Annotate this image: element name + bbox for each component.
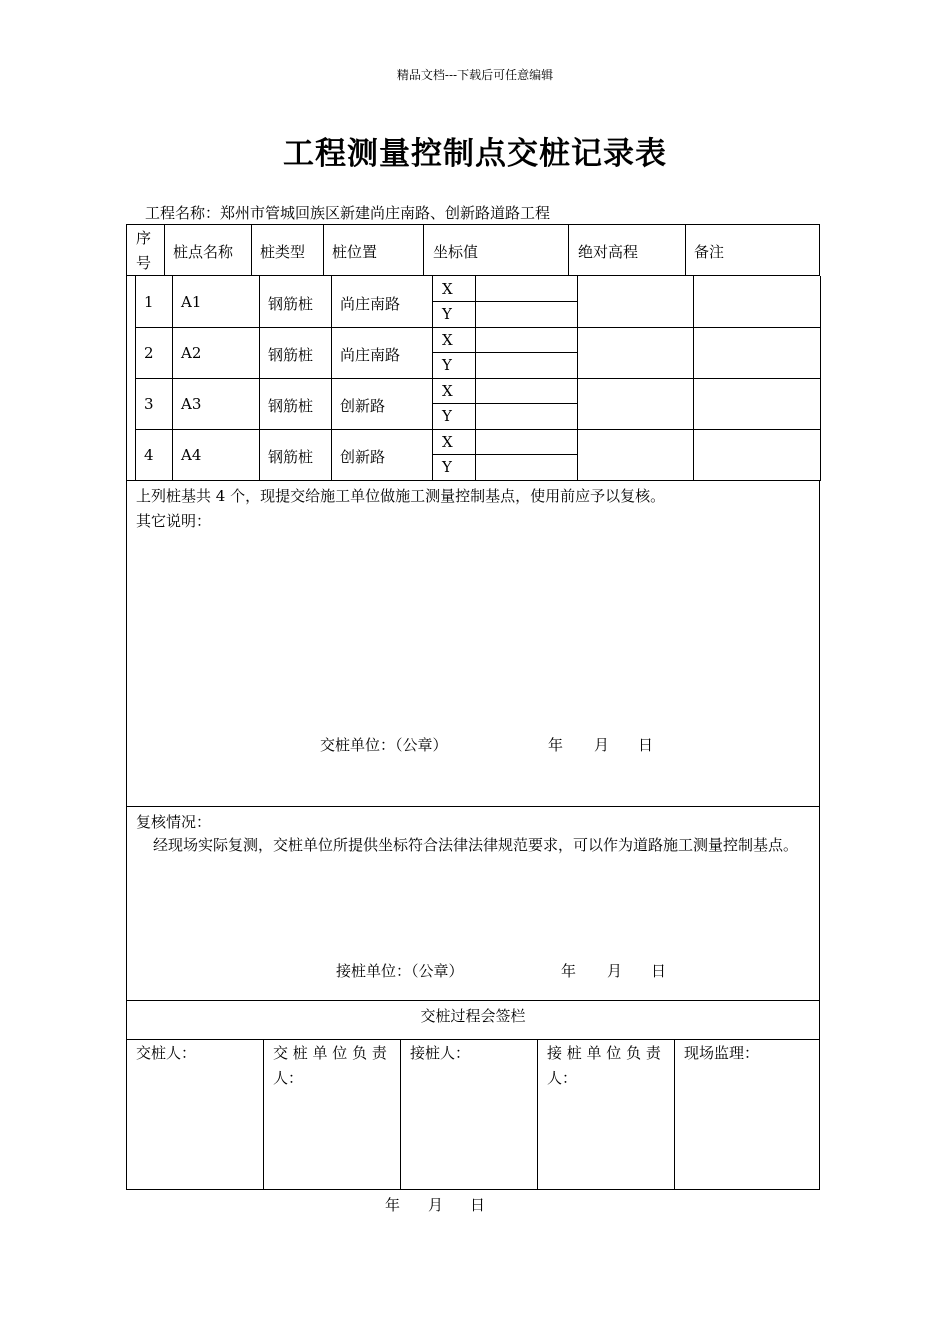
header-elevation: 绝对高程 [578, 243, 639, 261]
row-seq: 1 [144, 293, 154, 311]
coord-y-label: Y [442, 305, 452, 323]
review-date-month: 月 [607, 962, 623, 980]
handover-date-day: 日 [638, 736, 654, 754]
coord-y-label: Y [442, 356, 452, 374]
row-type: 钢筋桩 [268, 346, 314, 364]
coord-y-label: Y [442, 458, 452, 476]
handover-date-month: 月 [594, 736, 610, 754]
row-seq: 4 [144, 446, 154, 464]
coord-x-label: X [442, 331, 453, 349]
row-location: 尚庄南路 [340, 295, 401, 313]
sign-receiver-unit-head: 接 桩 单 位 负 责 人： [547, 1044, 661, 1087]
row-seq: 3 [144, 395, 154, 413]
row-name: A3 [181, 395, 202, 413]
sign-supervisor: 现场监理： [684, 1044, 760, 1062]
row-type: 钢筋桩 [268, 448, 314, 466]
review-date-day: 日 [651, 962, 667, 980]
row-location: 尚庄南路 [340, 346, 401, 364]
row-seq: 2 [144, 344, 154, 362]
footer-date-month: 月 [428, 1196, 444, 1214]
project-name-line [145, 202, 550, 223]
other-notes-label: 其它说明： [136, 512, 212, 530]
coord-x-label: X [442, 382, 453, 400]
handover-section [126, 480, 820, 807]
review-text: 经现场实际复测，交桩单位所提供坐标符合法律法律规范要求，可以作为道路施工测量控制基点。 [153, 836, 799, 854]
header-name: 桩点名称 [173, 243, 234, 261]
handover-date-year: 年 [548, 736, 564, 754]
sign-handover-unit-head: 交 桩 单 位 负 责 人： [273, 1044, 387, 1087]
coord-x-label: X [442, 433, 453, 451]
header-type: 桩类型 [260, 243, 306, 261]
handover-statement: 上列桩基共 4 个，现提交给施工单位做施工测量控制基点，使用前应予以复核。 [136, 487, 666, 505]
row-type: 钢筋桩 [268, 295, 314, 313]
header-coord: 坐标值 [433, 243, 479, 261]
project-name: 郑州市管城回族区新建尚庄南路、创新路道路工程 [220, 204, 551, 222]
footer-date-day: 日 [470, 1196, 486, 1214]
header-location: 桩位置 [332, 243, 378, 261]
row-name: A1 [181, 293, 202, 311]
project-label: 工程名称： [145, 204, 221, 222]
sign-receiver-person: 接桩人： [410, 1044, 471, 1062]
page-title: 工程测量控制点交桩记录表 [283, 136, 667, 172]
review-label: 复核情况： [136, 813, 212, 831]
coord-y-label: Y [442, 407, 452, 425]
sign-handover-person: 交桩人： [136, 1044, 197, 1062]
footer-date-year: 年 [385, 1196, 401, 1214]
sign-title: 交桩过程会签栏 [420, 1007, 526, 1025]
row-location: 创新路 [340, 397, 386, 415]
review-unit-label: 接桩单位：（公章） [336, 962, 464, 980]
coord-x-label: X [442, 280, 453, 298]
header-seq: 序 号 [136, 229, 152, 272]
row-name: A4 [181, 446, 202, 464]
row-name: A2 [181, 344, 202, 362]
row-location: 创新路 [340, 448, 386, 466]
row-type: 钢筋桩 [268, 397, 314, 415]
header-remark: 备注 [694, 243, 725, 261]
watermark-header: 精品文档---下载后可任意编辑 [396, 68, 554, 82]
handover-unit-label: 交桩单位：（公章） [320, 736, 448, 754]
review-date-year: 年 [561, 962, 577, 980]
